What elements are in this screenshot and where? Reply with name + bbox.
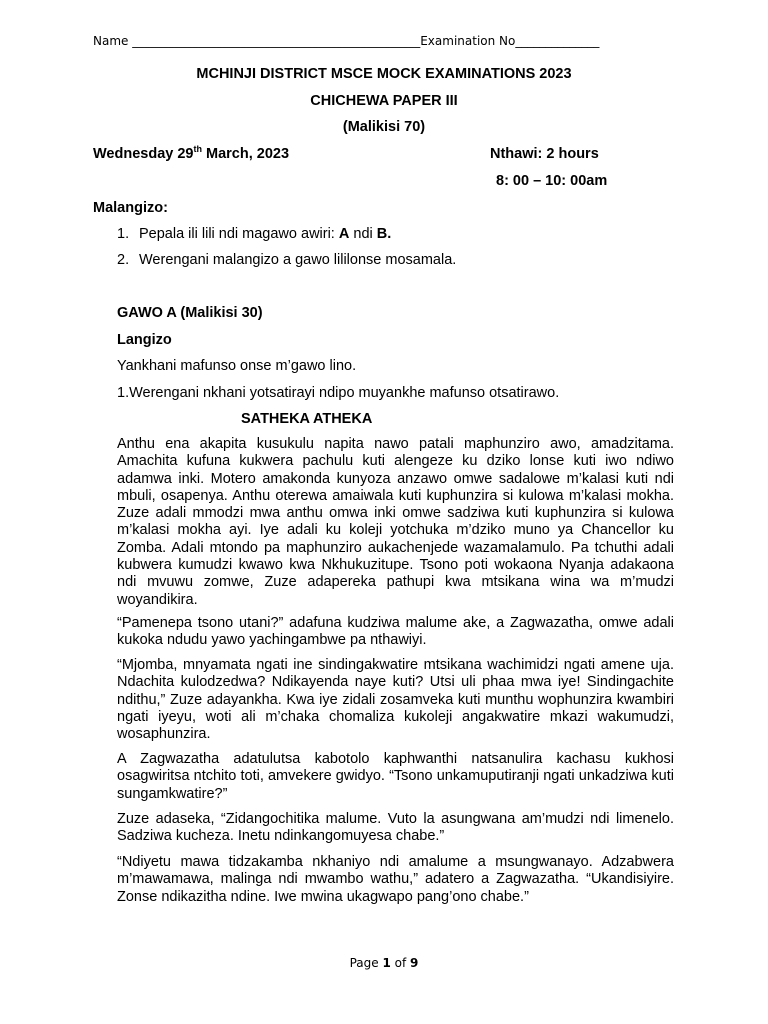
- page-number: [0, 956, 768, 970]
- section-a-instruction: Yankhani mafunso onse m’gawo lino.: [117, 358, 357, 374]
- paper-title: CHICHEWA PAPER III: [310, 93, 458, 109]
- instruction-item: [117, 226, 391, 242]
- instructions-heading: Malangizo:: [93, 200, 168, 216]
- story-paragraph: “Pamenepa tsono utani?” adafuna kudziwa malume ake, a Zagwazatha, omwe adali kukoka ndudu yawo yachingambwe pa nthawiyi.: [117, 615, 674, 649]
- section-b-label: B.: [376, 226, 392, 242]
- instruction-text: Werengani malangizo a gawo lililonse mosamala.: [139, 252, 457, 268]
- instruction-text: Pepala ili lili ndi magawo awiri:: [139, 226, 339, 242]
- total-marks: (Malikisi 70): [342, 119, 426, 135]
- section-a-heading: GAWO A (Malikisi 30): [117, 305, 263, 321]
- story-paragraph: Anthu ena akapita kusukulu napita nawo patali maphunziro awo, amadzitama. Amachita kufuna kukwera pachulu kuti alengeze ku dziko lonse kuti iwo ndiwo adamwa inki. Motero amakonda kunyoza anzawo omwe sadalowe m’kalasi kuti ndi mbuli, osapenya. Anthu oterewa amaiwala kuti kuphunzira si kulowa m’kalasi mokha. Zuze adali mmodzi mwa anthu omwa inki omwe sadziwa kuti kuphunzira si kulowa m’kalasi mokha ayi. Iye adali ku koleji yotchuka m’dziko muno ya Chancellor ku Zomba. Adali mtondo pa maphunziro aukachenjede wazamalamulo. Pa tchuthi adali kubwera kumudzi kwawo kwa Nkhukuzitupe. Tsono poti wokaona Nyanja adakaona ndi mvuwu zomwe, Zuze adapereka pathupi kwa mtsikana wina wa m’mudzi woyandikira.: [117, 436, 674, 608]
- story-paragraph: Zuze adaseka, “Zidangochitika malume. Vuto la asungwana am’mudzi ndi limenelo. Sadziwa kucheza. Inetu ndinkangomuyesa chabe.”: [117, 811, 674, 845]
- instruction-number: 1.: [117, 226, 130, 242]
- exam-time: 8: 00 – 10: 00am: [496, 173, 608, 189]
- candidate-header: [93, 34, 675, 48]
- exam-date-day: Wednesday 29: [93, 146, 194, 162]
- page-of-label: of: [390, 956, 411, 970]
- examination-number-label: Examination No______________: [420, 34, 600, 48]
- story-title: SATHEKA ATHEKA: [241, 411, 373, 427]
- exam-title: MCHINJI DISTRICT MSCE MOCK EXAMINATIONS 2023: [196, 66, 572, 82]
- exam-date-rest: March, 2023: [201, 146, 290, 162]
- story-paragraph: “Mjomba, mnyamata ngati ine sindingakwatire mtsikana wachimidzi ngati amene uja. Ndachita kulodzedwa? Ndikayenda naye kuti? Utsi uli phaa mwa iye! Sindingachite ndithu,” Zuze adayankha. Kwa iye zidali zosamveka kuti munthu wophunzira kwambiri ngati iyeyu, woti ali m’chaka chomaliza kukoleji angakwatire mkazi wakumudzi, wosaphunzira.: [117, 657, 674, 743]
- instruction-number: 2.: [117, 252, 130, 268]
- section-a-subheading: Langizo: [117, 332, 172, 348]
- total-pages: 9: [410, 956, 419, 970]
- name-field-label: Name ________________________________________________: [93, 34, 421, 48]
- reading-instruction: 1.Werengani nkhani yotsatirayi ndipo muyankhe mafunso otsatirawo.: [117, 385, 560, 401]
- exam-duration: Nthawi: 2 hours: [490, 146, 599, 162]
- section-a-label: A: [338, 226, 350, 242]
- current-page: 1: [382, 956, 391, 970]
- exam-date-suffix: th: [193, 144, 202, 155]
- page-label: Page: [349, 956, 383, 970]
- instruction-item: [117, 252, 456, 268]
- exam-date: [93, 146, 289, 162]
- story-paragraph: A Zagwazatha adatulutsa kabotolo kaphwanthi natsanulira kachasu kukhosi osagwiritsa ntchito toti, amvekere gwidyo. “Tsono unkamuputiranji ngati unkadziwa kuti sungamkwatire?”: [117, 751, 674, 802]
- instruction-text-mid: ndi: [349, 226, 377, 242]
- story-paragraph: “Ndiyetu mawa tidzakamba nkhaniyo ndi amalume a msungwanayo. Adzabwera m’mawamawa, malinga ndi mwambo wathu,” adatero a Zagwazatha. “Ukandisiyire. Zonse ndikazitha ndine. Iwe mwina ukagwapo pang’ono chabe.”: [117, 854, 674, 905]
